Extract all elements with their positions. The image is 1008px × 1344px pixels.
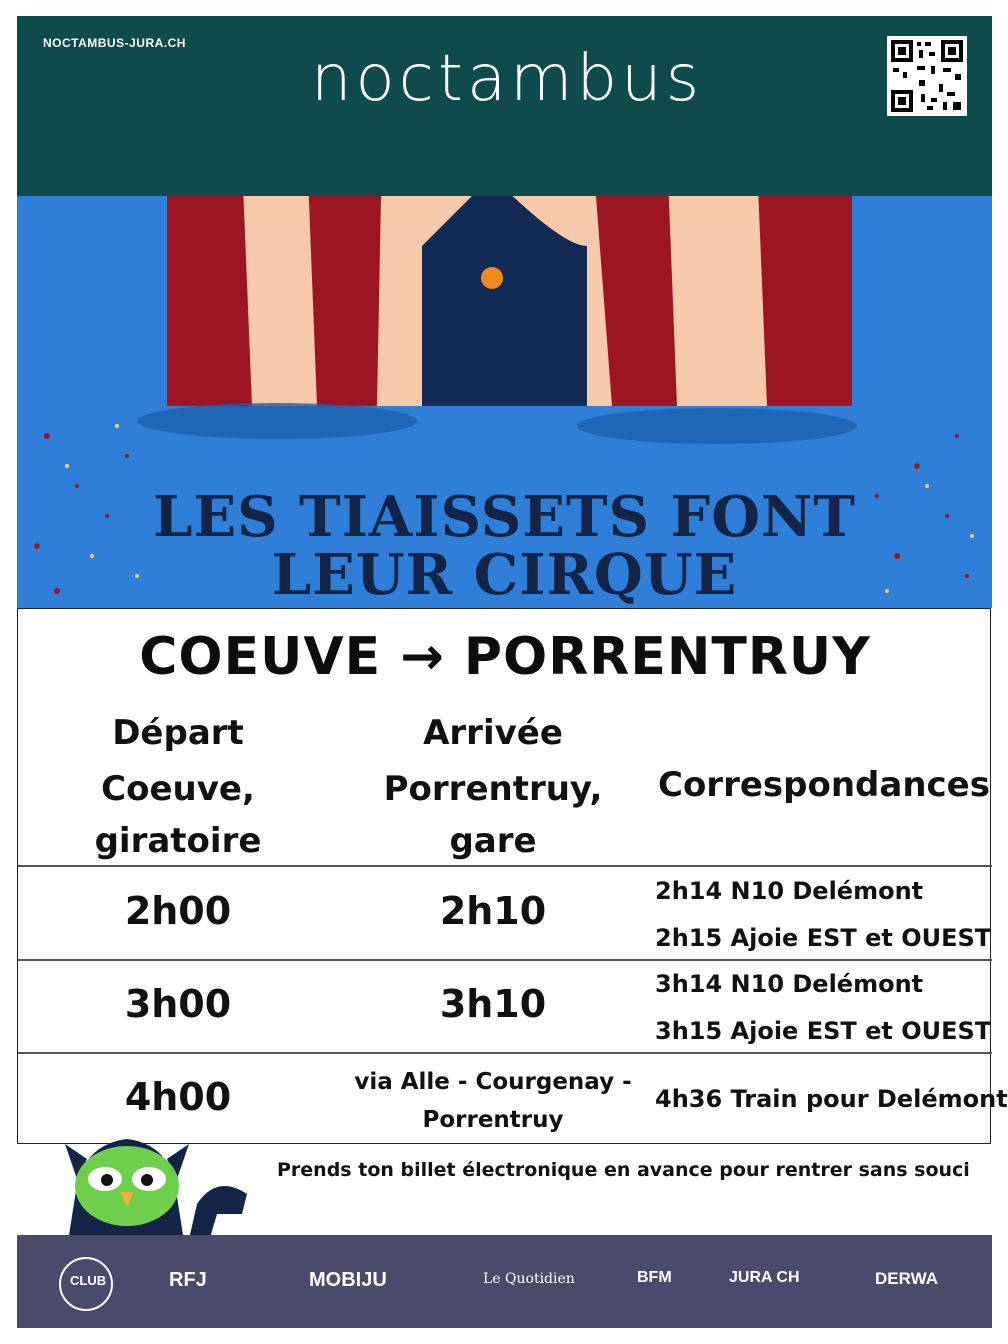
column-header-depart [68,707,288,867]
depart-header-line: Coeuve, [101,769,255,809]
sponsor-jura[interactable]: JURA CH [729,1269,800,1286]
via-line: Porrentruy [422,1107,564,1133]
connection-2b: 3h15 Ajoie EST et OUEST [655,1017,992,1045]
connection-1a: 2h14 N10 Delémont [655,877,924,905]
route-from: COEUVE [139,627,382,687]
event-artwork [17,196,992,608]
route-arrow-icon: → [400,627,445,687]
connection-3: 4h36 Train pour Delémont [655,1085,1008,1113]
column-header-correspondances: Correspondances [658,765,990,805]
divider [18,865,992,867]
owl-mascot-icon [57,1124,257,1248]
depart-header-line: giratoire [94,821,262,861]
depart-time-1: 2h00 [124,889,232,933]
event-title-line-2: LEUR CIRQUE [271,542,738,608]
sponsor-rfj[interactable]: RFJ [169,1269,207,1291]
connection-1b: 2h15 Ajoie EST et OUEST [655,924,992,952]
event-title-line-1: LES TIAISSETS FONT [153,484,856,550]
timetable [17,608,1008,1144]
ticket-note: Prends ton billet électronique en avance pour rentrer sans souci [277,1159,970,1181]
depart-time-3: 4h00 [124,1075,232,1119]
sponsor-quotidien[interactable]: Le Quotidien [483,1271,575,1287]
event-title [17,484,992,608]
column-header-arrivee [368,707,618,867]
poster [17,16,1008,1328]
divider [18,959,992,961]
sponsor-derwa[interactable]: DERWA [875,1269,938,1288]
arrivee-header-line: Porrentruy, [383,769,603,809]
sponsor-bfm[interactable]: BFM [637,1269,672,1286]
connection-2a: 3h14 N10 Delémont [655,970,924,998]
route-to: PORRENTRUY [463,627,871,687]
via-line: via Alle - Courgenay - [354,1069,632,1095]
arrivee-header-line: gare [449,821,537,861]
sponsor-mobiju[interactable]: MOBIJU [309,1269,387,1291]
depart-header-line: Départ [112,713,244,753]
noctambus-logo: noctambus [310,42,704,116]
qr-code-icon[interactable] [887,36,967,116]
arrivee-time-2: 3h10 [439,982,547,1026]
route-title [18,627,992,687]
sponsors-bar [17,1235,992,1328]
arrivee-time-1: 2h10 [439,889,547,933]
sponsor-club[interactable]: CLUB [70,1273,107,1288]
site-url[interactable]: NOCTAMBUS-JURA.CH [43,36,186,50]
arrivee-route-3 [348,1063,638,1139]
arrivee-header-line: Arrivée [423,713,563,753]
depart-time-2: 3h00 [124,982,232,1026]
divider [18,1052,992,1054]
header-band [17,16,992,196]
